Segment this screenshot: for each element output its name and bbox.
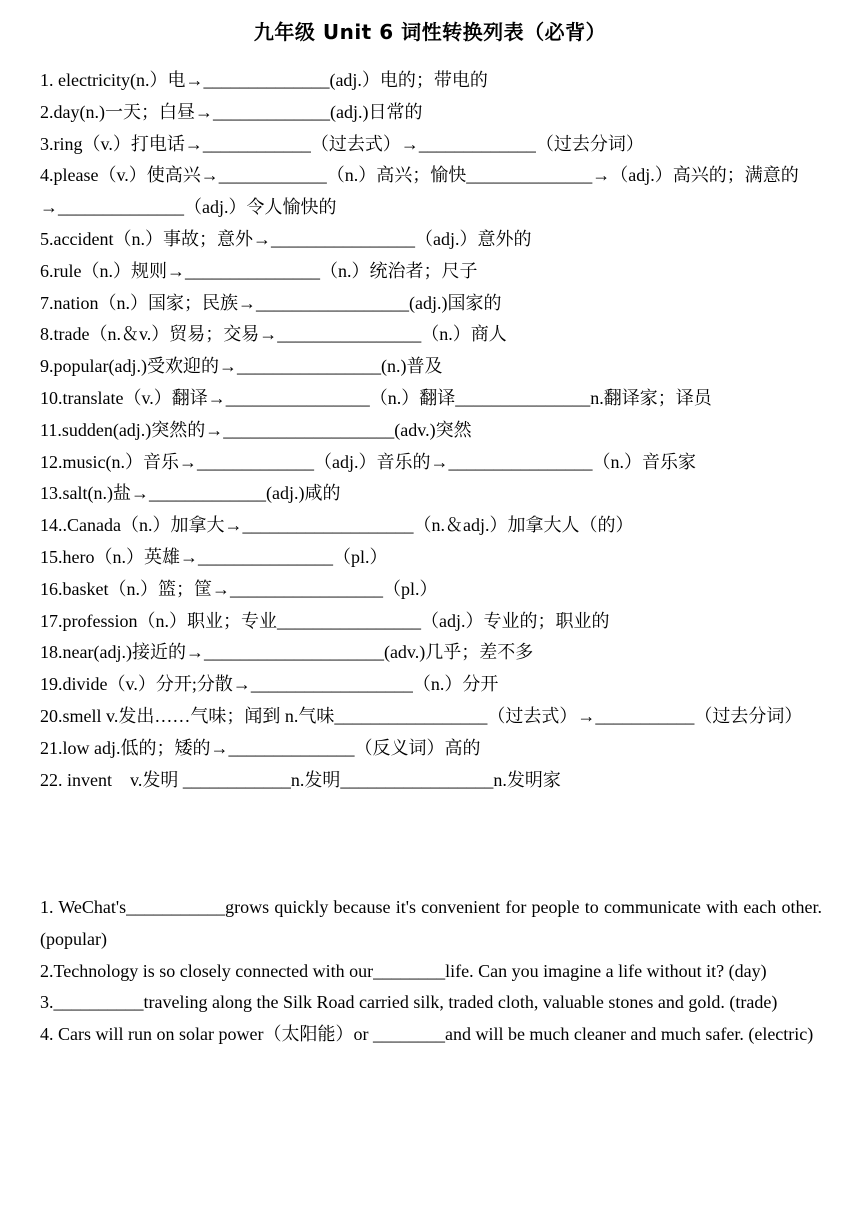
vocab-item: 16.basket（n.）篮；筐→_________________（pl.） — [40, 578, 438, 599]
sentence-item: 2.Technology is so closely connected with our________life. Can you imagine a life without it? (day) — [40, 960, 767, 981]
vocab-item: 9.popular(adj.)受欢迎的→________________(n.)普及 — [40, 356, 443, 377]
vocab-item: 21.low adj.低的；矮的→______________（反义词）高的 — [40, 737, 481, 758]
vocab-item: 10.translate（v.）翻译→________________（n.）翻译_______________n.翻译家；译员 — [40, 387, 712, 408]
vocab-item: 22. invent v.发明 ____________n.发明_________________n.发明家 — [40, 769, 561, 790]
word-form-list — [40, 65, 822, 796]
vocab-item: 2.day(n.)一天；白昼→_____________(adj.)日常的 — [40, 101, 423, 122]
vocab-item: 13.salt(n.)盐→_____________(adj.)咸的 — [40, 483, 341, 504]
sentence-item: 1. WeChat's___________grows quickly because it's convenient for people to communicate with each other. (popular) — [40, 897, 822, 949]
vocab-item: 6.rule（n.）规则→_______________（n.）统治者；尺子 — [40, 260, 478, 281]
vocab-item: 1. electricity(n.）电→______________(adj.）电的；带电的 — [40, 70, 488, 90]
vocab-item: 4.please（v.）使高兴→____________（n.）高兴；愉快______________→（adj.）高兴的；满意的 — [40, 165, 799, 186]
vocab-item: 3.ring（v.）打电话→____________（过去式）→_____________（过去分词） — [40, 133, 644, 154]
vocab-item: 5.accident（n.）事故；意外→________________（adj.）意外的 — [40, 228, 532, 249]
vocab-item: 7.nation（n.）国家；民族→_________________(adj.)国家的 — [40, 292, 502, 313]
fill-in-sentences — [40, 892, 822, 1051]
vocab-item: 18.near(adj.)接近的→____________________(adv.)几乎；差不多 — [40, 642, 534, 663]
vocab-item: 8.trade（n.＆v.）贸易；交易→________________（n.）商人 — [40, 324, 507, 345]
vocab-item: 11.sudden(adj.)突然的→___________________(adv.)突然 — [40, 419, 472, 440]
sentence-item: 4. Cars will run on solar power（太阳能）or ________and will be much cleaner and much safer. (electric) — [40, 1024, 814, 1045]
vocab-item: 17.profession（n.）职业；专业________________（adj.）专业的；职业的 — [40, 610, 610, 631]
vocab-item: 15.hero（n.）英雄→_______________（pl.） — [40, 546, 388, 567]
vocab-item: 19.divide（v.）分开;分散→__________________（n.）分开 — [40, 674, 499, 695]
vocab-item: 20.smell v.发出……气味；闻到 n.气味_________________（过去式）→___________（过去分词） — [40, 705, 803, 726]
page-title: 九年级 Unit 6 词性转换列表（必背） — [253, 20, 607, 44]
vocab-item: →______________（adj.）令人愉快的 — [40, 197, 337, 218]
vocab-item: 14..Canada（n.）加拿大→___________________（n.＆adj.）加拿大人（的） — [40, 515, 634, 536]
sentence-item: 3.__________traveling along the Silk Road carried silk, traded cloth, valuable stones and gold. (trade) — [40, 992, 778, 1013]
vocab-item: 12.music(n.）音乐→_____________（adj.）音乐的→________________（n.）音乐家 — [40, 451, 696, 472]
